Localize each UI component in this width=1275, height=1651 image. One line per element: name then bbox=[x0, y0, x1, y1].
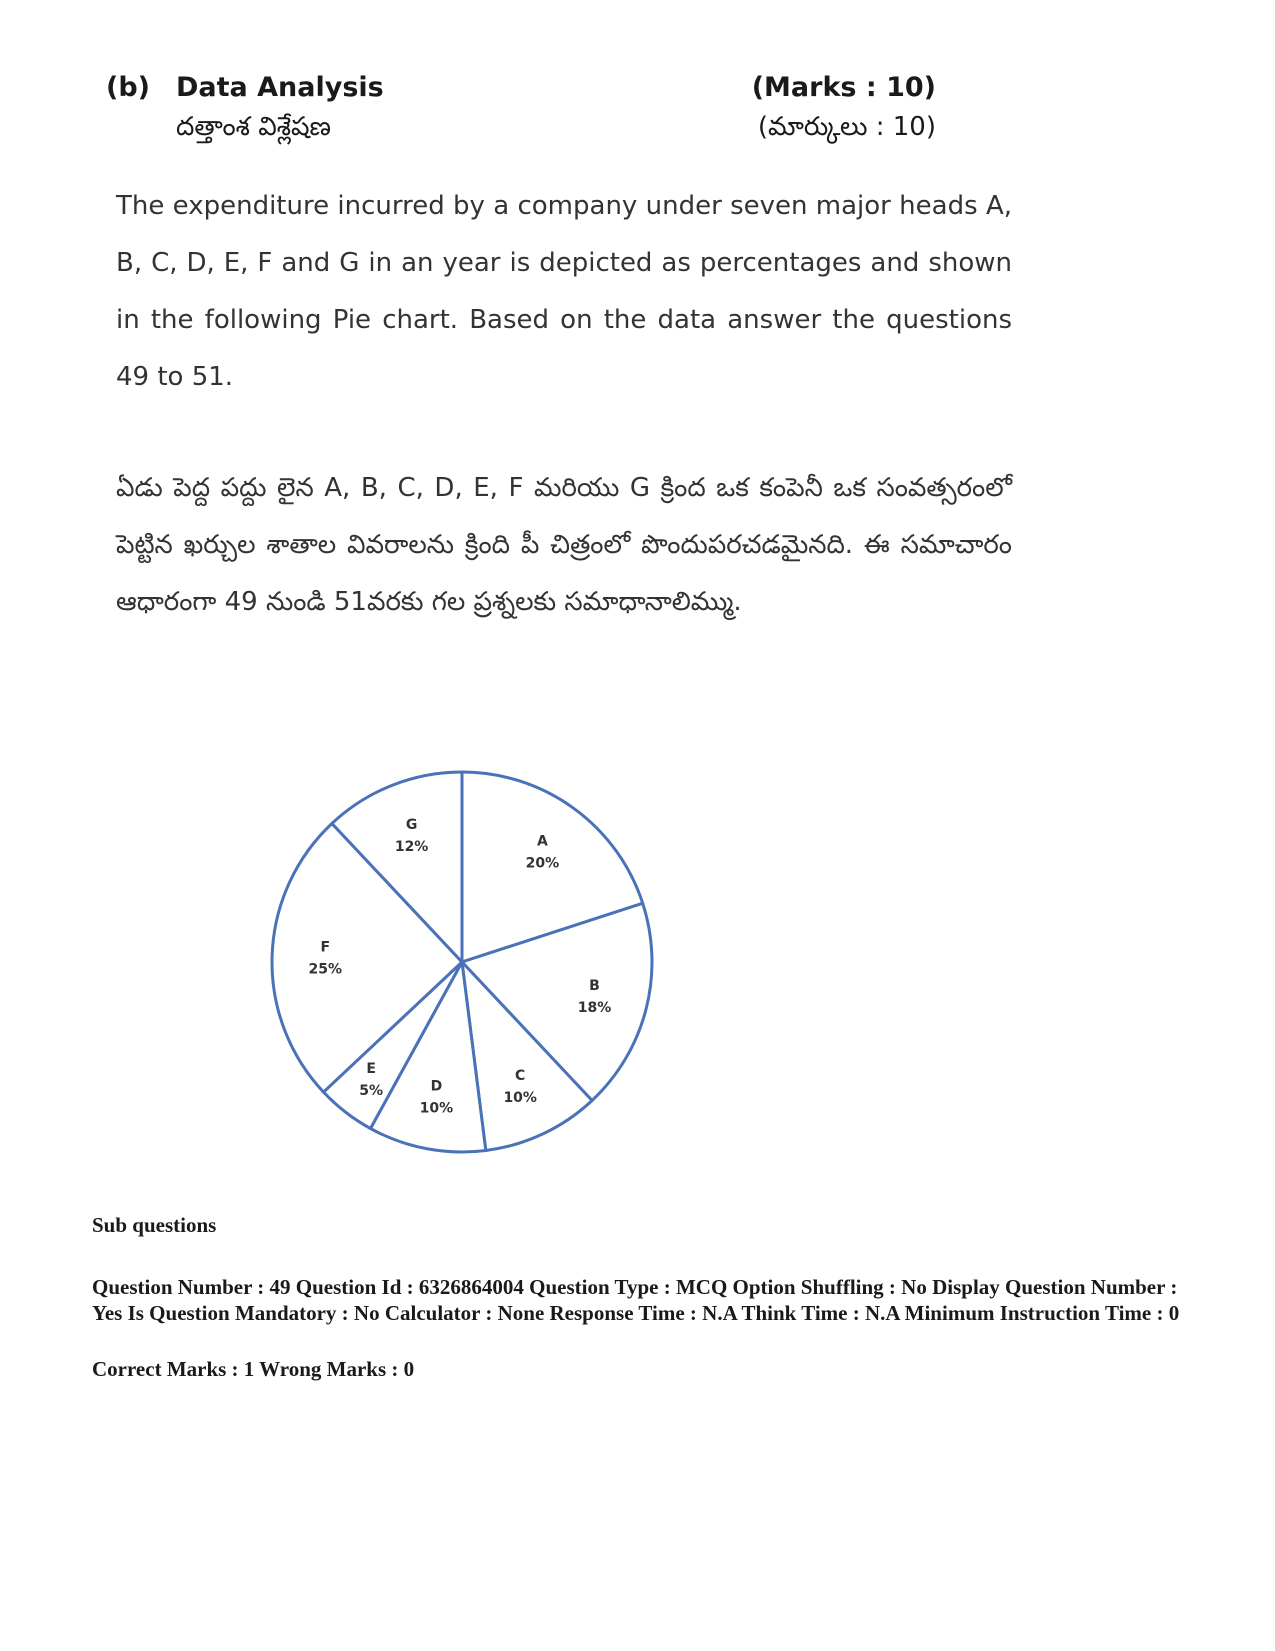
pie-value-f: 25% bbox=[308, 961, 343, 978]
pie-label-e: E bbox=[366, 1061, 376, 1078]
pie-label-a: A bbox=[536, 833, 548, 850]
section-marks-telugu: (మార్కులు : 10) bbox=[757, 112, 936, 142]
question-marks: Correct Marks : 1 Wrong Marks : 0 bbox=[92, 1357, 415, 1381]
pie-value-d: 10% bbox=[419, 1100, 454, 1117]
pie-label-b: B bbox=[589, 978, 600, 994]
pie-label-c: C bbox=[515, 1067, 526, 1084]
section-title-telugu: దత్తాంశ విశ్లేషణ bbox=[176, 112, 332, 142]
pie-value-a: 20% bbox=[525, 855, 560, 872]
pie-label-g: G bbox=[405, 816, 418, 833]
sub-questions-heading: Sub questions bbox=[92, 1213, 217, 1237]
section-header bbox=[106, 72, 936, 152]
pie-label-f: F bbox=[320, 939, 331, 956]
pie-value-c: 10% bbox=[503, 1089, 537, 1106]
pie-label-d: D bbox=[430, 1078, 443, 1095]
question-metadata: Question Number : 49 Question Id : 6326864004 Question Type : MCQ Option Shuffling : No Display Question Number : Yes Is Question Mandatory : No Calculator : None Response Time : N.A Think Time : N.A Minimum Instruction Time : 0 bbox=[92, 1275, 1180, 1325]
pie-value-e: 5% bbox=[359, 1083, 384, 1100]
section-marks: (Marks : 10) bbox=[751, 72, 936, 103]
question-paragraph-telugu: ఏడు పెద్ద పద్దు లైన A, B, C, D, E, F మరియు G క్రింద ఒక కంపెనీ ఒక సంవత్సరంలో పెట్టిన ఖర్చుల శాతాల వివరాలను క్రింది పీ చిత్రంలో పొందుపరచడమైనది. ఈ సమాచారం ఆధారంగా 49 నుండి 51వరకు గల ప్రశ్నలకు సమాధానాలిమ్ము. bbox=[116, 473, 1012, 617]
expenditure-pie-chart bbox=[270, 765, 710, 1185]
section-label: (b) bbox=[106, 72, 151, 103]
pie-value-g: 12% bbox=[394, 838, 429, 855]
pie-value-b: 18% bbox=[577, 1000, 612, 1016]
question-paragraph-english: The expenditure incurred by a company under seven major heads A, B, C, D, E, F and G in an year is depicted as percentages and shown in the following Pie chart. Based on the data answer the questions 49 to 51. bbox=[116, 191, 1012, 392]
section-title: Data Analysis bbox=[176, 72, 384, 103]
